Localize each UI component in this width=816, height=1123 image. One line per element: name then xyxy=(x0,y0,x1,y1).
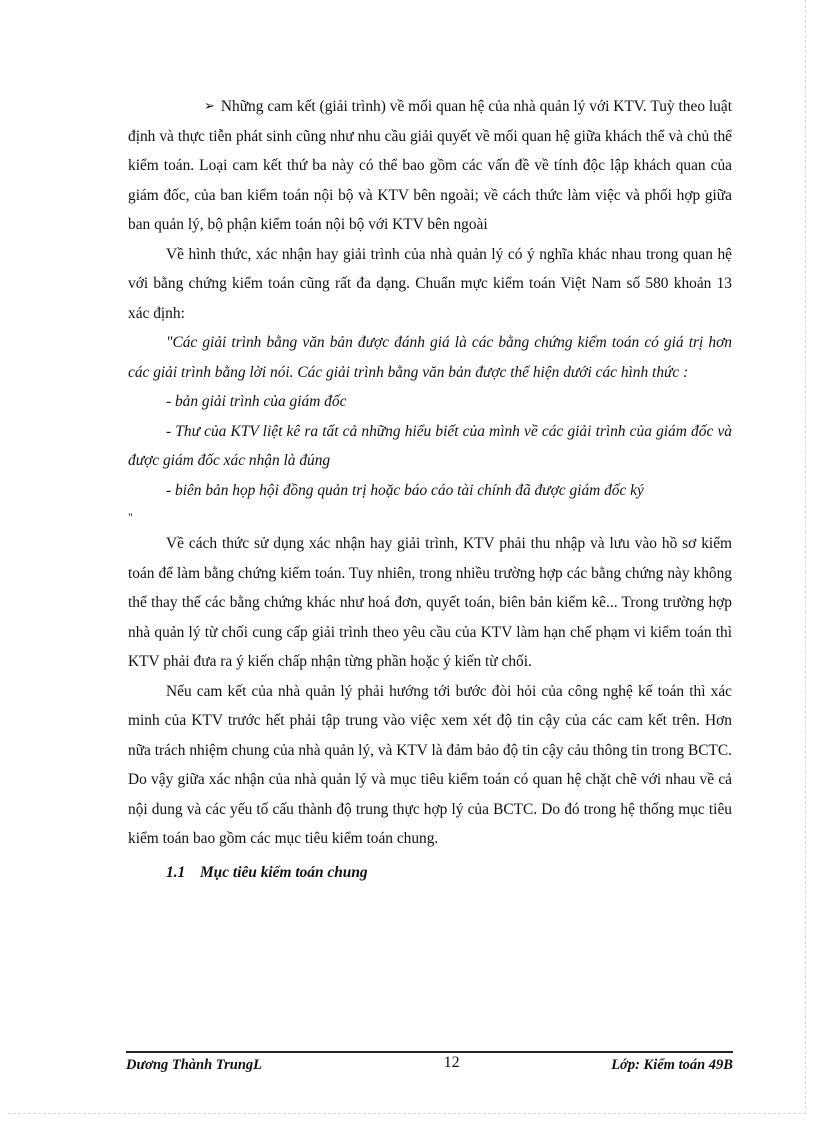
arrow-bullet-icon: ➢ xyxy=(204,98,215,113)
quote-item-board-minutes: - biên bản họp hội đồng quản trị hoặc báo cáo tài chính đã được giám đốc ký xyxy=(166,481,644,499)
paragraph-form-of-representation: Về hình thức, xác nhận hay giải trình của nhà quản lý có ý nghĩa khác nhau trong quan hệ với bằng chứng kiểm toán cũng rất đa dạng. Chuẩn mực kiểm toán Việt Nam số 580 khoản 13 xác định: xyxy=(128,245,732,322)
paragraph-usage-of-representation: Về cách thức sử dụng xác nhận hay giải trình, KTV phải thu nhập và lưu vào hồ sơ kiểm toán để làm bằng chứng kiểm toán. Tuy nhiên, trong nhiều trường hợp các bằng chứng này không thể thay thế các bằng chứng khác như hoá đơn, quyết toán, biên bản kiểm kê... Trong trường hợp nhà quản lý từ chối cung cấp giải trình theo yêu cầu của KTV làm hạn chế phạm vi kiểm toán thì KTV phải đưa ra ý kiến chấp nhận từng phần hoặc ý kiến từ chối. xyxy=(128,535,732,670)
quote-close-mark: " xyxy=(128,510,133,524)
quote-item-director-letter: - bản giải trình của giám đốc xyxy=(166,393,347,410)
footer-author: Dương Thành TrungL xyxy=(126,1057,263,1073)
paragraph-text: Những cam kết (giải trình) về mối quan hệ của nhà quản lý với KTV. Tuỳ theo luật định và thực tiễn phát sinh cũng như nhu cầu giải quyết về mối quan hệ giữa khách thể và chủ thể kiểm toán. Loại cam kết thứ ba này có thể bao gồm các vấn đề về tính độc lập khách quan của giám đốc, của ban kiểm toán nội bộ và KTV bên ngoài; về cách thức làm việc và phối hợp giữa ban quản lý, bộ phận kiểm toán nội bộ với KTV bên ngoài xyxy=(128,98,732,233)
document-body xyxy=(128,92,732,887)
quote-item-ktv-letter: - Thư của KTV liệt kê ra tất cả những hiểu biết của mình về các giải trình của giám đốc và được giám đốc xác nhận là đúng xyxy=(128,422,732,469)
paragraph-management-commitments: Nếu cam kết của nhà quản lý phải hướng tới bước đòi hỏi của công nghệ kế toán thì xác minh của KTV trước hết phải tập trung vào việc xem xét độ tin cậy của các cam kết trên. Hơn nữa trách nhiệm chung của nhà quản lý, và KTV là đảm bảo độ tin cậy cảu thông tin trong BCTC. Do vậy giữa xác nhận của nhà quản lý và mục tiêu kiểm toán có quan hệ chặt chẽ với nhau về cả nội dung và các yếu tố cấu thành độ trung thực hợp lý của BCTC. Do đó trong hệ thống mục tiêu kiểm toán bao gồm các mục tiêu kiểm toán chung. xyxy=(128,682,732,847)
section-number: 1.1 xyxy=(166,863,186,881)
page-footer xyxy=(126,1051,733,1074)
footer-class-label: Lớp: Kiểm toán 49B xyxy=(611,1057,733,1073)
section-title: Mục tiêu kiểm toán chung xyxy=(200,863,368,881)
quote-written-representations: "Các giải trình bằng văn bản được đánh giá là các bằng chứng kiểm toán có giá trị hơn các giải trình bằng lời nói. Các giải trình bằng văn bản được thể hiện dưới các hình thức : xyxy=(128,334,732,381)
section-heading xyxy=(128,858,732,888)
footer-page-number: 12 xyxy=(443,1054,460,1071)
paragraph-commitments-ktv xyxy=(128,92,732,240)
